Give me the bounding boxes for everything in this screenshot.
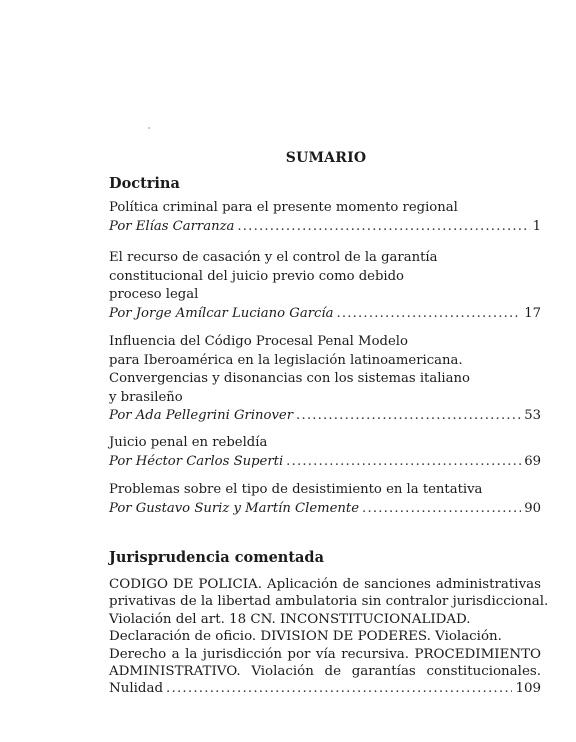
entry-page-number: 1 [532, 218, 541, 234]
toc-entry[interactable] [109, 434, 541, 471]
dot-leader [286, 453, 521, 472]
entry-title-line: constitucional del juicio previo como debido [109, 268, 404, 284]
toc-entry-jurisprudencia[interactable] [109, 576, 549, 698]
entry-text-line: ADMINISTRATIVO. Violación de garantías constitucionales. [109, 664, 541, 680]
toc-entry[interactable] [109, 199, 541, 236]
entry-text-line: Derecho a la jurisdicción por vía recursiva. PROCEDIMIENTO [109, 646, 541, 662]
dot-leader [362, 500, 521, 519]
entry-text-line: Declaración de oficio. DIVISION DE PODERES. Violación. [109, 629, 502, 645]
entry-last-word: Nulidad [109, 681, 164, 697]
entry-author-line [109, 407, 541, 426]
entry-text-line: Violación del art. 18 CN. INCONSTITUCIONALIDAD. [109, 611, 471, 627]
entry-author: Por Héctor Carlos Superti [109, 453, 284, 469]
dot-leader [166, 680, 512, 697]
entry-title-line: para Iberoamérica en la legislación latinoamericana. [109, 352, 463, 368]
toc-entry[interactable] [109, 333, 541, 426]
section-heading-jurisprudencia: Jurisprudencia comentada [109, 549, 324, 566]
toc-entry[interactable] [109, 481, 541, 518]
entry-author: Por Jorge Amílcar Luciano García [109, 305, 334, 321]
entry-author: Por Ada Pellegrini Grinover [109, 408, 294, 424]
page-title: SUMARIO [285, 150, 367, 166]
entry-title-line: Problemas sobre el tipo de desistimiento en la tentativa [109, 482, 483, 497]
entry-page-number: 109 [515, 681, 541, 697]
entry-author-line [109, 305, 541, 324]
entry-last-line [109, 680, 541, 697]
section-heading-doctrina: Doctrina [109, 175, 180, 192]
dot-leader [237, 218, 529, 237]
entry-title-line: Convergencias y disonancias con los sistemas italiano [109, 371, 470, 387]
entry-title-line: y brasileño [109, 389, 183, 405]
entry-page-number: 90 [524, 500, 541, 516]
paper-speck [148, 127, 150, 129]
entry-page-number: 17 [524, 305, 541, 321]
entry-title-line: El recurso de casación y el control de la garantía [109, 250, 438, 265]
entry-title-line: proceso legal [109, 287, 199, 303]
entry-text-line: CODIGO DE POLICIA. Aplicación de sanciones administrativas [109, 577, 541, 592]
entry-title-line: Influencia del Código Procesal Penal Modelo [109, 334, 408, 349]
entry-title-line: Juicio penal en rebeldía [109, 435, 268, 450]
dot-leader [296, 407, 521, 426]
dot-leader [336, 305, 521, 324]
entry-author-line [109, 500, 541, 519]
entry-page-number: 53 [524, 408, 541, 424]
entry-title-line: Política criminal para el presente momento regional [109, 200, 458, 215]
entry-author-line [109, 218, 541, 237]
entry-page-number: 69 [524, 453, 541, 469]
entry-author: Por Gustavo Suriz y Martín Clemente [109, 500, 360, 516]
entry-text-line: privativas de la libertad ambulatoria sin contralor jurisdiccional. [109, 594, 549, 610]
entry-author: Por Elías Carranza [109, 218, 235, 234]
toc-entry[interactable] [109, 249, 541, 323]
entry-author-line [109, 453, 541, 472]
